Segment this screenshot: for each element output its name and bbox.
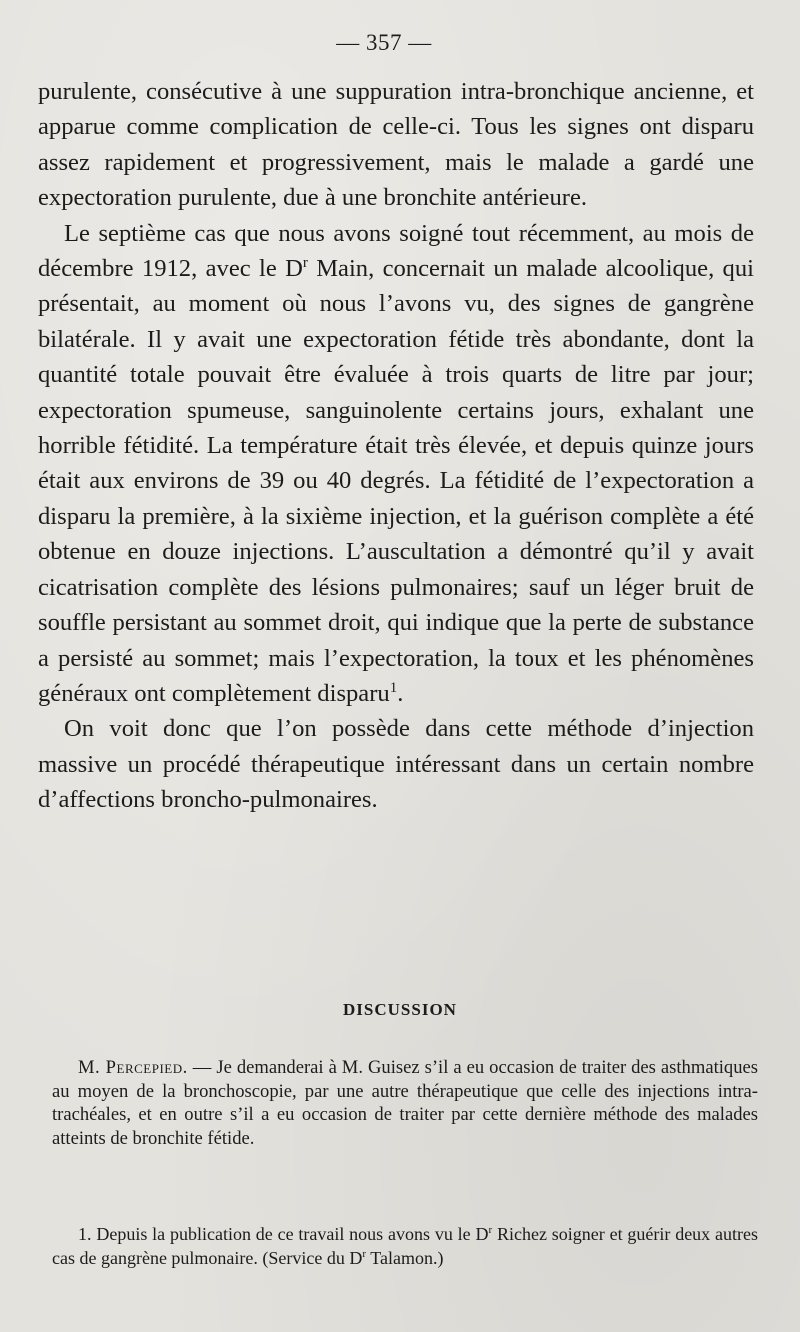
doctor-abbrev-superscript: r: [302, 254, 308, 271]
body-paragraph-1: purulente, consécutive à une suppuration intra-bronchique ancienne, et apparue comme complication de celle-ci. Tous les signes ont disparu assez rapidement et progressivement, mais le malade a gardé une expectoration purulente, due à une bronchite antérieure.: [38, 78, 754, 212]
paragraph-2-text-end: .: [397, 679, 404, 707]
footnote-text-middle: Richez soigner et guérir deux autres cas de gangrène pulmonaire. (Service du D: [52, 1224, 758, 1268]
discussion-heading: DISCUSSION: [343, 1000, 457, 1019]
body-text: [38, 74, 754, 818]
discussion-paragraph: [52, 1056, 758, 1150]
page-number: — 357 —: [336, 30, 432, 55]
footnote-text-end: Talamon.): [366, 1247, 444, 1268]
speaker-statement: — Je demanderai à M. Guisez s’il a eu occasion de traiter des asthmatiques au moyen de la bronchoscopie, par une autre thérapeutique que celle des injections intra-trachéales, et en outre s’il a eu occasion de traiter par cette dernière méthode des malades atteints de bronchite fétide.: [52, 1057, 758, 1149]
paragraph-2-text-main: Main, concernait un malade alcoolique, qui présentait, au moment où nous l’avons vu, des signes de gangrène bilatérale. Il y avait une expectoration fétide très abondante, dont la quantité totale pouvait être évaluée à trois quarts de litre par jour; expectoration spumeuse, sanguinolente certains jours, exhalant une horrible fétidité. La température était très élevée, et depuis quinze jours était aux environs de 39 ou 40 degrés. La fétidité de l’expectoration a disparu la première, à la sixième injection, et la guérison complète a été obtenue en douze injections. L’auscultation a démontré qu’il y avait cicatrisation complète des lésions pulmonaires; sauf un léger bruit de souffle persistant au sommet droit, qui indique que la perte de substance a persisté au sommet; mais l’expectoration, la toux et les phénomènes généraux ont complètement disparu: [38, 255, 754, 707]
footnote-text-start: Depuis la publication de ce travail nous avons vu le D: [91, 1224, 489, 1244]
speaker-name: M. Percepied.: [78, 1057, 188, 1078]
footnote-doctor-superscript-2: r: [362, 1247, 367, 1260]
footnote-number: 1.: [78, 1224, 92, 1244]
footnote-paragraph: [52, 1223, 758, 1270]
paragraph-2-text-start: Le septième cas que nous avons soigné tout récemment, au mois de décembre 1912, avec le D: [38, 219, 754, 283]
footnote-doctor-superscript-1: r: [488, 1224, 493, 1236]
body-paragraph-3: On voit donc que l’on possède dans cette méthode d’injection massive un procédé thérapeutique intéressant dans un certain nombre d’affections broncho-pulmonaires.: [38, 715, 754, 814]
footnote: [52, 1223, 758, 1270]
footnote-reference: 1: [389, 679, 398, 696]
body-paragraph-2: [38, 216, 754, 712]
discussion-section: [52, 1056, 758, 1150]
